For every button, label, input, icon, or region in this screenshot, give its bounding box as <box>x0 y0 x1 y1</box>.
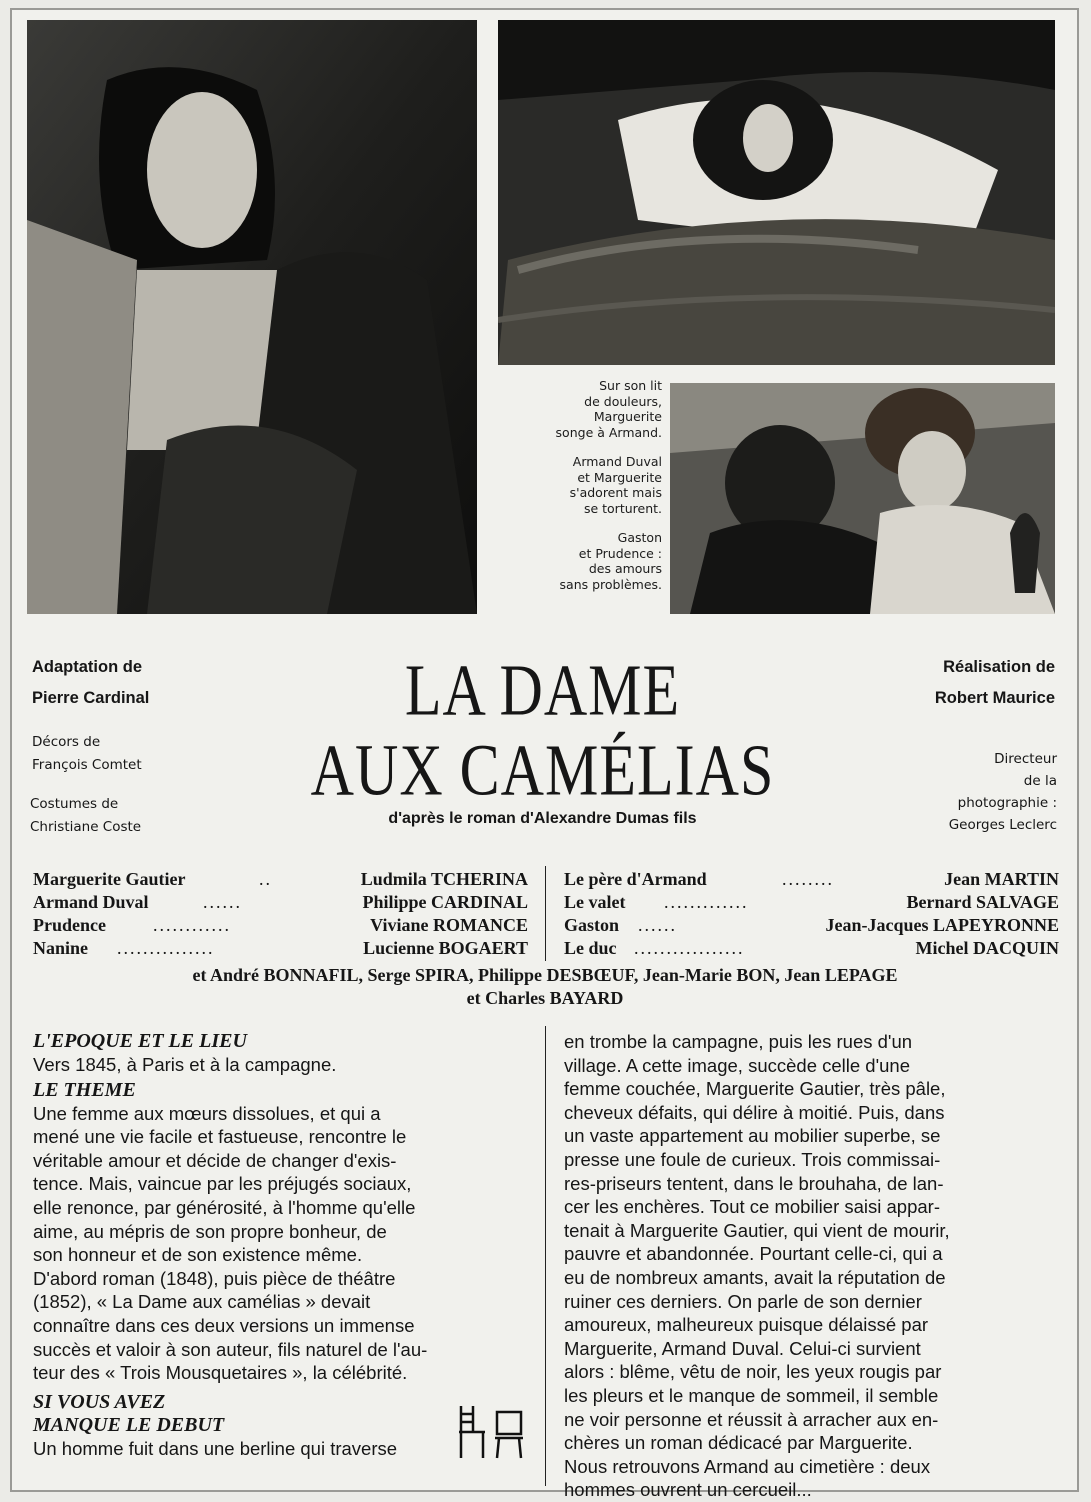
title-block <box>270 650 815 828</box>
caption-gaston: Gaston et Prudence : des amours sans problèmes. <box>559 530 662 592</box>
cast-row: Le valet ............. Bernard SALVAGE <box>564 892 1059 912</box>
credit-decors: Décors de François Comtet <box>32 734 142 773</box>
page-title-line1: LA DAME <box>404 650 681 731</box>
credit-photographie: Directeur de la photographie : Georges Leclerc <box>948 751 1057 833</box>
credit-adaptation: Adaptation de Pierre Cardinal <box>32 658 150 707</box>
column-divider <box>545 1026 546 1486</box>
page-title-line2: AUX CAMÉLIAS <box>310 730 775 811</box>
cast-row: Gaston ...... Jean-Jacques LAPEYRONNE <box>564 915 1059 935</box>
cast-row: Armand Duval ...... Philippe CARDINAL <box>33 892 528 912</box>
cast-list-right <box>564 868 1059 960</box>
gaston-prudence-photo <box>670 383 1055 614</box>
section-heading-debut: SI VOUS AVEZ MANQUE LE DEBUT <box>33 1390 225 1436</box>
cast-row: Marguerite Gautier .. Ludmila TCHERINA <box>33 869 528 889</box>
caption-bed: Sur son lit de douleurs, Marguerite songe à Armand. <box>555 378 662 440</box>
cast-row: Le duc ................. Michel DACQUIN <box>564 938 1059 958</box>
article-right-column: en trombe la campagne, puis les rues d'un village. A cette image, succède celle d'une femme couchée, Marguerite Gautier, très pâle, cheveux défaits, qui délire à moitié. Puis, dans un vaste appartement au mobilier superbe, se presse une foule de curieux. Trois commissai- res-priseurs tentent, dans le brouhaha, de lan- cer les enchères. Tout ce mobilier saisi appar- tenait à Marguerite Gautier, qui vient de mourir, pauvre et abandonnée. Pourtant celle-ci, qui a eu de nombreux amants, avait la réputation de ruiner ces derniers. On parle de son dernier amoureux, malheureux puisque délaissé par Marguerite, Armand Duval. Celui-ci survient alors : blême, vêtu de noir, les yeux rougis par les pleurs et le manque de sommeil, il semble ne voir personne et réussit à arracher aux en- chères un roman dédicacé par Marguerite. Nous retrouvons Armand au cimetière : deux hommes ouvrent un cercueil... <box>564 1031 950 1501</box>
cast-list-left <box>33 868 528 960</box>
section-heading-theme: LE THEME <box>33 1078 136 1101</box>
marguerite-bed-photo <box>498 20 1055 365</box>
credit-costumes: Costumes de Christiane Coste <box>30 796 142 835</box>
cast-row: Nanine ............... Lucienne BOGAERT <box>33 938 528 958</box>
armand-marguerite-photo <box>27 20 477 614</box>
debut-first-line: Un homme fuit dans une berline qui traverse <box>33 1437 398 1459</box>
theme-paragraph: Une femme aux mœurs dissolues, et qui a mené une vie facile et fastueuse, rencontre le véritable amour et décide de changer d'exis- tence. Mais, vaincue par les préjugés sociaux, elle renonce, par générosité, à l'homme qu'elle aime, au mépris de son propre bonheur, de son honneur et de son existence même. D'abord roman (1848), puis pièce de théâtre (1852), « La Dame aux camélias » devait connaître dans ces deux versions un immense succès et valoir à son auteur, fils naturel de l'au- teur des « Trois Mousquetaires », la célébrité. <box>33 1102 428 1384</box>
page-subtitle: d'après le roman d'Alexandre Dumas fils <box>388 810 697 827</box>
chairs-icon <box>455 1404 527 1460</box>
epoque-text: Vers 1845, à Paris et à la campagne. <box>33 1054 337 1075</box>
article-left-column <box>33 1030 528 1460</box>
caption-couple: Armand Duval et Marguerite s'adorent mais se torturent. <box>569 454 662 516</box>
section-heading-epoque: L'EPOQUE ET LE LIEU <box>33 1030 247 1052</box>
photo-captions <box>470 378 662 606</box>
cast-extra: et André BONNAFIL, Serge SPIRA, Philippe DESBŒUF, Jean-Marie BON, Jean LEPAGE et Charles BAYARD <box>192 965 898 1008</box>
cast-row: Le père d'Armand ........ Jean MARTIN <box>564 869 1059 889</box>
credit-realisation: Réalisation de Robert Maurice <box>934 658 1055 707</box>
cast-divider <box>545 866 546 961</box>
cast-row: Prudence ............ Viviane ROMANCE <box>33 915 528 935</box>
